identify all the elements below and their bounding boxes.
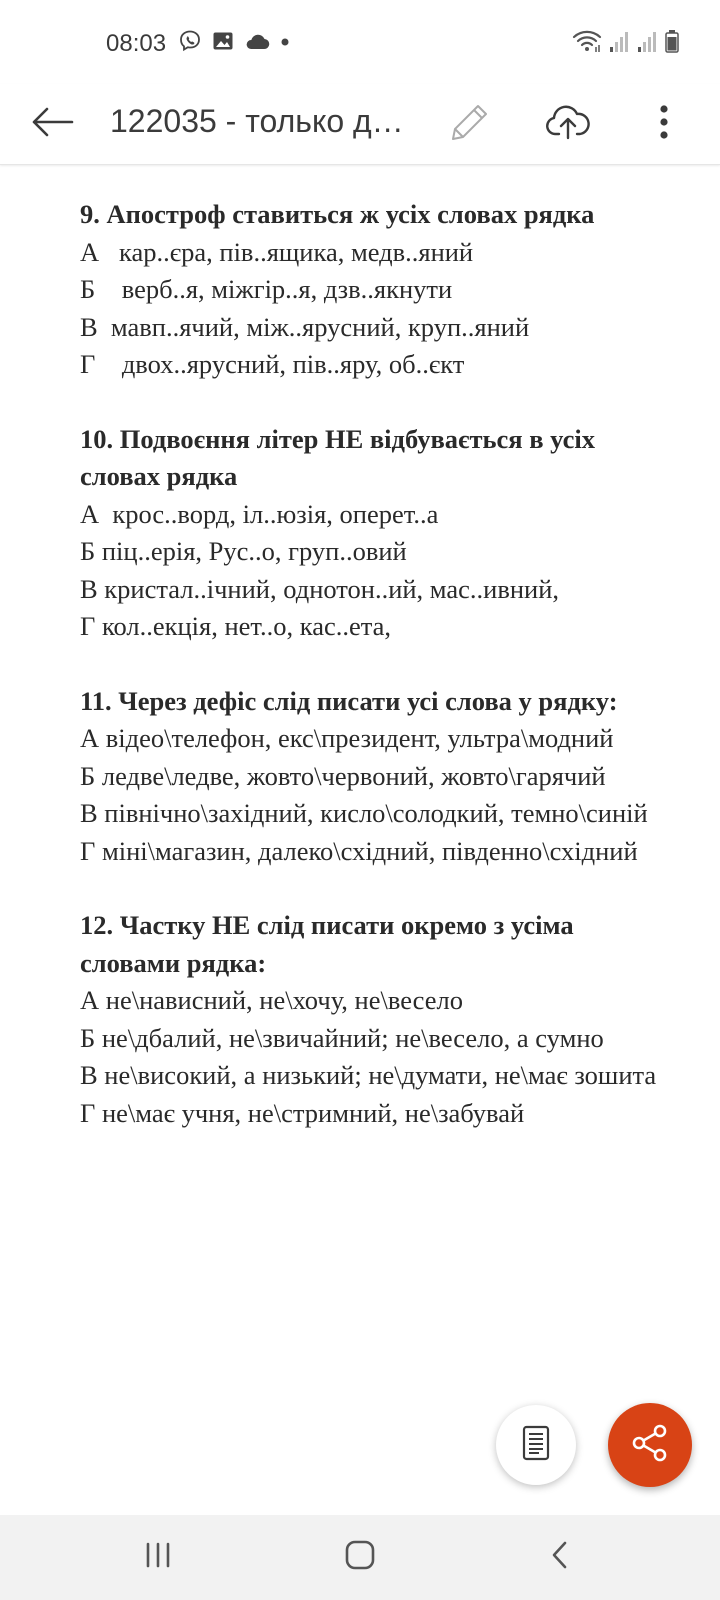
document-title: 122035 - только д… — [110, 103, 404, 139]
share-button[interactable] — [608, 1403, 692, 1487]
recent-apps-icon — [143, 1542, 173, 1573]
question-title: 12. Частку НЕ слід писати окремо з усіма словами рядка: — [80, 910, 574, 978]
answer-option: В мавп..ячий, між..ярусний, круп..яний — [80, 311, 530, 342]
answer-option: Б ледве\ледве, жовто\червоний, жовто\гарячий — [80, 760, 606, 791]
answer-option: А відео\телефон, екс\президент, ультра\модний — [80, 723, 614, 753]
question-block — [80, 421, 660, 646]
answer-option: Г міні\магазин, далеко\східний, південно\східний — [80, 835, 638, 866]
cloud-icon — [244, 31, 270, 56]
battery-icon — [664, 29, 680, 58]
answer-option: В кристал..ічний, однотон..ий, мас..ивний, — [80, 573, 560, 604]
more-vertical-icon — [658, 104, 670, 145]
viber-icon — [178, 29, 202, 58]
system-navigation-bar — [0, 1515, 720, 1600]
question-title: 10. Подвоєння літер НЕ відбувається в усіх словах рядка — [80, 423, 595, 491]
upload-button[interactable] — [540, 98, 596, 150]
nav-back-button[interactable] — [530, 1531, 590, 1583]
answer-option: А кар..єра, пів..ящика, медв..яний — [80, 236, 474, 267]
arrow-left-icon — [30, 107, 74, 142]
answer-option: В не\високий, а низький; не\думати, не\має зошита — [80, 1060, 657, 1090]
answer-option: Г двох..ярусний, пів..яру, об..єкт — [80, 349, 465, 379]
signal-icon — [636, 29, 658, 58]
pencil-icon — [450, 102, 490, 147]
share-icon — [630, 1423, 670, 1468]
edit-button[interactable] — [444, 98, 496, 150]
gallery-icon — [212, 30, 234, 57]
answer-option: А не\нависний, не\хочу, не\весело — [80, 985, 463, 1015]
question-block — [80, 683, 660, 871]
answer-option: Г кол..екція, нет..о, кас..ета, — [80, 611, 392, 641]
cloud-upload-icon — [545, 104, 591, 145]
back-icon — [550, 1540, 570, 1575]
app-bar — [0, 84, 720, 165]
home-button[interactable] — [330, 1531, 390, 1583]
back-button[interactable] — [26, 98, 78, 150]
signal-icon — [608, 29, 630, 58]
status-time: 08:03 — [106, 30, 167, 57]
status-system-icons — [572, 30, 680, 56]
recent-apps-button[interactable] — [128, 1531, 188, 1583]
question-block — [80, 196, 660, 384]
answer-option: Г не\має учня, не\стримний, не\забувай — [80, 1097, 525, 1128]
reader-mode-button[interactable] — [496, 1405, 576, 1485]
reader-mode-icon — [521, 1425, 551, 1466]
question-block — [80, 907, 660, 1132]
answer-option: Б піц..ерія, Рус..о, груп..овий — [80, 536, 407, 566]
document-content — [80, 196, 660, 1169]
wifi-icon — [572, 29, 602, 58]
more-options-button[interactable] — [644, 98, 684, 150]
home-icon — [344, 1539, 376, 1576]
question-title: 9. Апостроф ставиться ж усіх словах рядка — [80, 199, 595, 229]
answer-option: Б не\дбалий, не\звичайний; не\весело, а сумно — [80, 1022, 604, 1053]
answer-option: В північно\західний, кисло\солодкий, темно\синій — [80, 798, 648, 828]
answer-option: А крос..ворд, іл..юзія, оперет..а — [80, 498, 439, 529]
status-notification-icons — [178, 28, 290, 58]
dot-icon — [280, 34, 290, 52]
status-bar — [0, 0, 720, 84]
question-title: 11. Через дефіс слід писати усі слова у рядку: — [80, 685, 618, 716]
answer-option: Б верб..я, міжгір..я, дзв..якнути — [80, 274, 453, 304]
